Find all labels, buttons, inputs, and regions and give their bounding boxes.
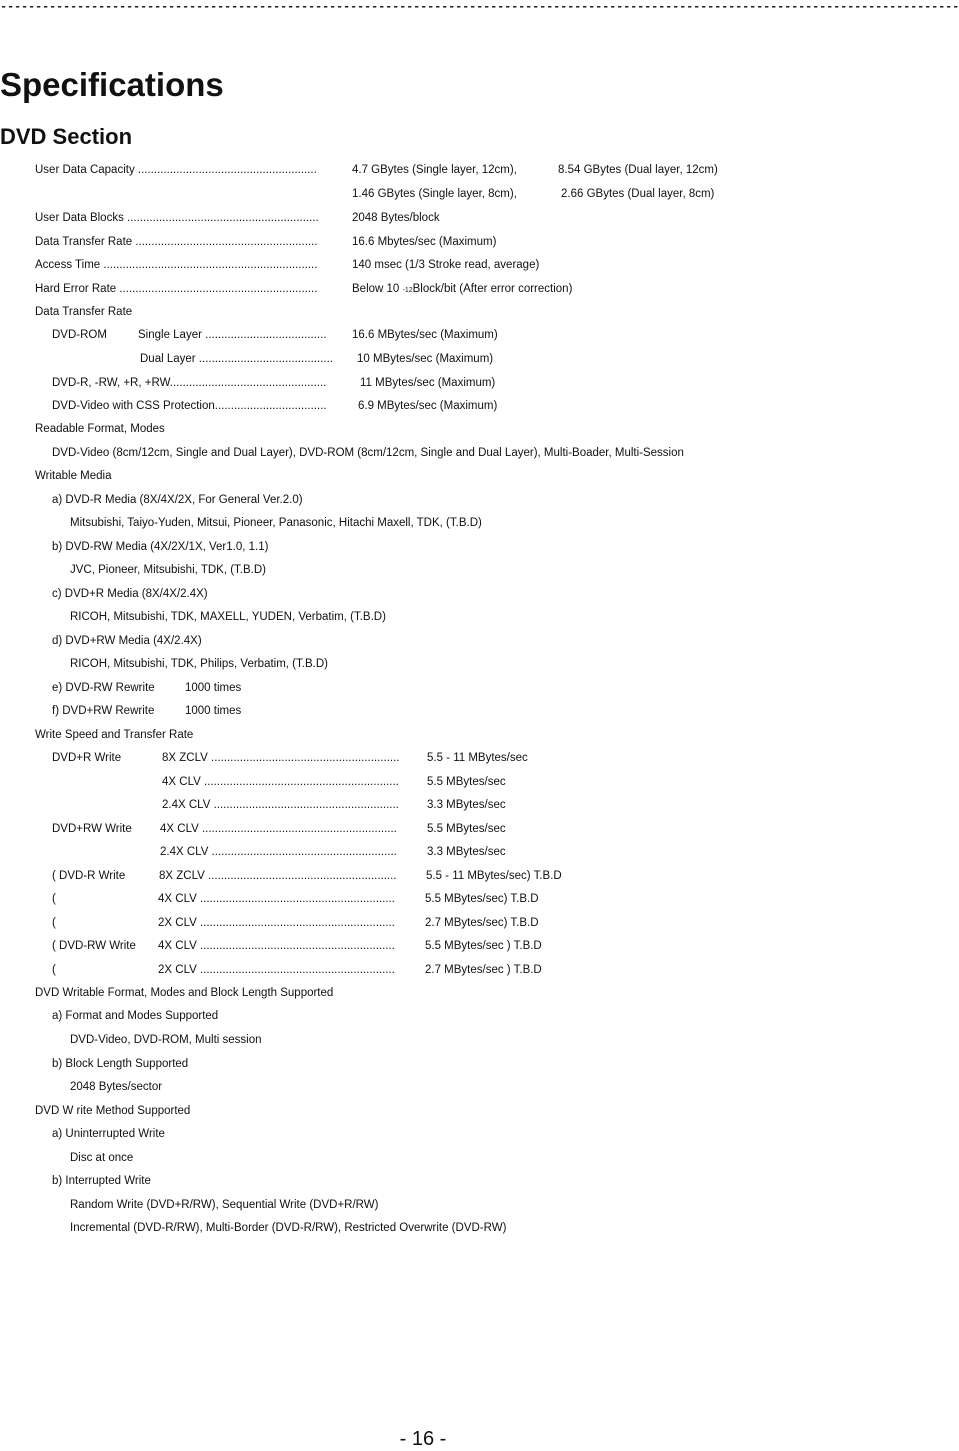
page-number: - 16 - xyxy=(399,1428,447,1450)
page-title: Specifications xyxy=(0,66,224,103)
transfer-dvdrom: DVD-ROM xyxy=(52,329,107,341)
transfer-dual-label: Dual Layer .......................................... xyxy=(140,353,334,365)
readable-text: DVD-Video (8cm/12cm, Single and Dual Layer), DVD-ROM (8cm/12cm, Single and Dual Layer), Multi-Boader, Multi-Session xyxy=(52,447,684,459)
hard-error-rate-post: Block/bit (After error correction) xyxy=(412,283,573,295)
writable-media-b: b) DVD-RW Media (4X/2X/1X, Ver1.0, 1.1) xyxy=(52,541,269,553)
write-speed-value: 5.5 MBytes/sec) T.B.D xyxy=(425,893,539,905)
writable-media-f-label: f) DVD+RW Rewrite xyxy=(52,705,155,717)
write-speed-value: 5.5 - 11 MBytes/sec xyxy=(427,752,528,764)
transfer-dual-value: 10 MBytes/sec (Maximum) xyxy=(357,353,494,365)
writable-format-b-sub: 2048 Bytes/sector xyxy=(70,1081,163,1093)
write-speed-mode: 2X CLV ............................................................. xyxy=(158,917,395,929)
write-method-b-sub-1: Random Write (DVD+R/RW), Sequential Write (DVD+R/RW) xyxy=(70,1199,379,1211)
writable-format-a-sub: DVD-Video, DVD-ROM, Multi session xyxy=(70,1034,262,1046)
readable-heading: Readable Format, Modes xyxy=(35,423,165,435)
transfer-heading: Data Transfer Rate xyxy=(35,306,133,318)
user-data-capacity-value-1: 4.7 GBytes (Single layer, 12cm), xyxy=(352,164,517,176)
write-method-b: b) Interrupted Write xyxy=(52,1175,151,1187)
writable-media-d-sub: RICOH, Mitsubishi, TDK, Philips, Verbatim, (T.B.D) xyxy=(70,658,328,670)
write-method-heading: DVD W rite Method Supported xyxy=(35,1105,191,1117)
user-data-blocks-value: 2048 Bytes/block xyxy=(352,212,440,224)
user-data-capacity-value-4: 2.66 GBytes (Dual layer, 8cm) xyxy=(561,188,715,200)
write-speed-mode: 2X CLV ............................................................. xyxy=(158,964,395,976)
transfer-rw-label: DVD-R, -RW, +R, +RW................................................. xyxy=(52,377,327,389)
writable-media-e-value: 1000 times xyxy=(185,682,242,694)
write-speed-mode: 4X CLV ............................................................. xyxy=(160,823,397,835)
access-time-value: 140 msec (1/3 Stroke read, average) xyxy=(352,259,540,271)
top-dashed-rule: ----------------------------------------------------------------------------------------------------------------------------------------- xyxy=(0,0,959,14)
write-speed-value: 3.3 MBytes/sec xyxy=(427,846,506,858)
writable-media-a-sub: Mitsubishi, Taiyo-Yuden, Mitsui, Pioneer, Panasonic, Hitachi Maxell, TDK, (T.B.D) xyxy=(70,517,482,529)
transfer-rw-value: 11 MBytes/sec (Maximum) xyxy=(360,377,496,389)
write-speed-value: 5.5 MBytes/sec ) T.B.D xyxy=(425,940,542,952)
user-data-capacity-label: User Data Capacity ........................................................ xyxy=(35,164,317,176)
hard-error-rate-label: Hard Error Rate .............................................................. xyxy=(35,283,318,295)
write-speed-value: 3.3 MBytes/sec xyxy=(427,799,506,811)
write-speed-mode: 2.4X CLV .......................................................... xyxy=(160,846,397,858)
write-speed-value: 2.7 MBytes/sec ) T.B.D xyxy=(425,964,542,976)
write-speed-mode: 4X CLV ............................................................. xyxy=(158,940,395,952)
writable-format-a: a) Format and Modes Supported xyxy=(52,1010,219,1022)
user-data-capacity-value-2: 8.54 GBytes (Dual layer, 12cm) xyxy=(558,164,718,176)
write-speed-mode: 4X CLV ............................................................. xyxy=(158,893,395,905)
user-data-blocks-label: User Data Blocks ............................................................ xyxy=(35,212,319,224)
write-speed-value: 5.5 MBytes/sec xyxy=(427,776,506,788)
hard-error-rate-pre: Below 10 xyxy=(352,283,400,295)
writable-media-b-sub: JVC, Pioneer, Mitsubishi, TDK, (T.B.D) xyxy=(70,564,266,576)
write-speed-mode: 8X ZCLV ........................................................... xyxy=(162,752,400,764)
write-speed-mode: 2.4X CLV .......................................................... xyxy=(162,799,399,811)
writable-format-b: b) Block Length Supported xyxy=(52,1058,189,1070)
transfer-css-label: DVD-Video with CSS Protection................................... xyxy=(52,400,327,412)
write-method-a-sub: Disc at once xyxy=(70,1152,134,1164)
writable-media-a: a) DVD-R Media (8X/4X/2X, For General Ver.2.0) xyxy=(52,494,303,506)
transfer-single-value: 16.6 MBytes/sec (Maximum) xyxy=(352,329,498,341)
access-time-label: Access Time ................................................................... xyxy=(35,259,318,271)
write-method-b-sub-2: Incremental (DVD-R/RW), Multi-Border (DVD-R/RW), Restricted Overwrite (DVD-RW) xyxy=(70,1222,507,1234)
write-speed-mode: 8X ZCLV ........................................................... xyxy=(159,870,397,882)
transfer-single-label: Single Layer ...................................... xyxy=(138,329,327,341)
hard-error-rate-value xyxy=(352,282,572,298)
writable-media-d: d) DVD+RW Media (4X/2.4X) xyxy=(52,635,202,647)
writable-media-f-value: 1000 times xyxy=(185,705,242,717)
write-speed-heading: Write Speed and Transfer Rate xyxy=(35,729,194,741)
writable-format-heading: DVD Writable Format, Modes and Block Length Supported xyxy=(35,987,334,999)
write-speed-prefix: DVD+RW Write xyxy=(52,823,132,835)
writable-media-c-sub: RICOH, Mitsubishi, TDK, MAXELL, YUDEN, Verbatim, (T.B.D) xyxy=(70,611,386,623)
write-speed-prefix: ( DVD-RW Write xyxy=(52,940,136,952)
data-transfer-rate-value: 16.6 Mbytes/sec (Maximum) xyxy=(352,236,497,248)
section-title: DVD Section xyxy=(0,124,133,149)
writable-media-c: c) DVD+R Media (8X/4X/2.4X) xyxy=(52,588,208,600)
transfer-css-value: 6.9 MBytes/sec (Maximum) xyxy=(358,400,498,412)
user-data-capacity-value-3: 1.46 GBytes (Single layer, 8cm), xyxy=(352,188,517,200)
write-speed-value: 2.7 MBytes/sec) T.B.D xyxy=(425,917,539,929)
write-speed-prefix: ( xyxy=(52,893,56,905)
writable-media-e-label: e) DVD-RW Rewrite xyxy=(52,682,155,694)
write-speed-mode: 4X CLV ............................................................. xyxy=(162,776,399,788)
write-speed-prefix: ( xyxy=(52,917,56,929)
write-speed-value: 5.5 - 11 MBytes/sec) T.B.D xyxy=(426,870,562,882)
write-speed-value: 5.5 MBytes/sec xyxy=(427,823,506,835)
write-method-a: a) Uninterrupted Write xyxy=(52,1128,165,1140)
write-speed-prefix: DVD+R Write xyxy=(52,752,122,764)
write-speed-prefix: ( xyxy=(52,964,56,976)
hard-error-rate-exponent: -12 xyxy=(402,287,413,294)
writable-media-heading: Writable Media xyxy=(35,470,112,482)
write-speed-prefix: ( DVD-R Write xyxy=(52,870,126,882)
data-transfer-rate-label: Data Transfer Rate ......................................................... xyxy=(35,236,318,248)
